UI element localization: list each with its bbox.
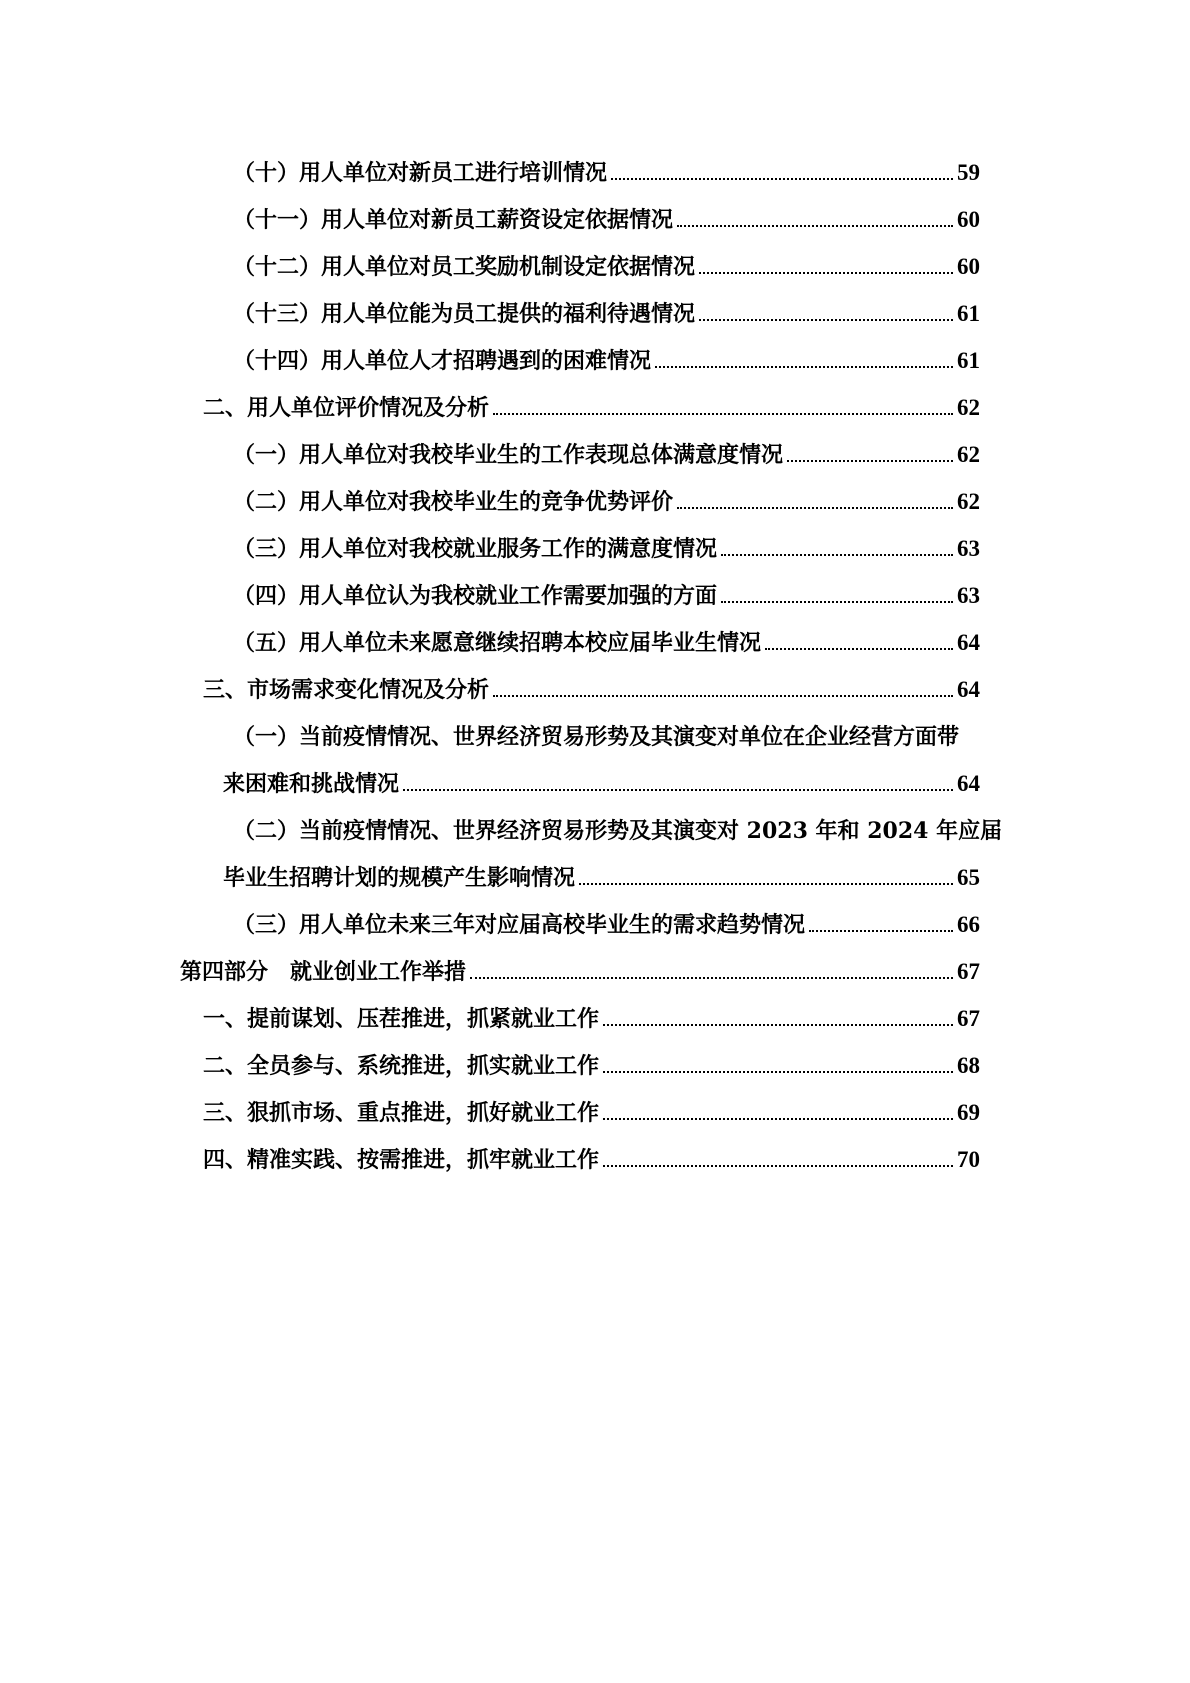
toc-page-number: 67	[957, 1006, 980, 1031]
toc-page-number: 66	[957, 912, 980, 937]
toc-entry-label: 第四部分 就业创业工作举措	[180, 959, 467, 985]
toc-entry[interactable]	[203, 990, 980, 1030]
toc-page-number: 64	[957, 630, 980, 655]
toc-entry-label: 一、提前谋划、压茬推进，抓紧就业工作	[203, 1006, 600, 1032]
toc-entry-label: （三）用人单位未来三年对应届高校毕业生的需求趋势情况	[233, 912, 806, 938]
dot-leader	[677, 506, 953, 509]
toc-entry[interactable]	[233, 144, 980, 184]
toc-entry-label: 三、狠抓市场、重点推进，抓好就业工作	[203, 1100, 600, 1126]
toc-page-number: 63	[957, 536, 980, 561]
dot-leader	[403, 788, 953, 791]
toc-entry[interactable]	[233, 191, 980, 231]
toc-entry[interactable]	[203, 1084, 980, 1124]
dot-leader	[493, 694, 953, 697]
toc-page-number: 62	[957, 395, 980, 420]
dot-leader	[579, 882, 953, 885]
toc-page-number: 67	[957, 959, 980, 984]
toc-entry[interactable]	[203, 379, 980, 419]
toc-page-number: 61	[957, 301, 980, 326]
toc-entry[interactable]	[233, 614, 980, 654]
toc-entry[interactable]	[233, 473, 980, 513]
toc-entry-label: 四、精准实践、按需推进，抓牢就业工作	[203, 1147, 600, 1173]
toc-entry[interactable]	[203, 661, 980, 701]
toc-page-number: 65	[957, 865, 980, 890]
toc-entry[interactable]	[233, 285, 980, 325]
toc-entry[interactable]	[233, 896, 980, 936]
toc-entry-label: （四）用人单位认为我校就业工作需要加强的方面	[233, 583, 718, 609]
toc-entry-label: 来困难和挑战情况	[223, 771, 400, 797]
dot-leader	[655, 365, 953, 368]
toc-entry-label: 二、用人单位评价情况及分析	[203, 395, 490, 421]
toc-entry-label: （二）用人单位对我校毕业生的竞争优势评价	[233, 489, 674, 515]
toc-entry-label: （十四）用人单位人才招聘遇到的困难情况	[233, 348, 652, 374]
dot-leader	[603, 1117, 953, 1120]
toc-page-number: 68	[957, 1053, 980, 1078]
toc-entry-label: 三、市场需求变化情况及分析	[203, 677, 490, 703]
toc-entry[interactable]	[223, 755, 980, 795]
toc-entry[interactable]	[223, 849, 980, 889]
dot-leader	[603, 1070, 953, 1073]
toc-entry[interactable]	[233, 426, 980, 466]
toc-page-number: 62	[957, 489, 980, 514]
toc-page-number: 70	[957, 1147, 980, 1172]
toc-entry-label: （三）用人单位对我校就业服务工作的满意度情况	[233, 536, 718, 562]
toc-page-number: 69	[957, 1100, 980, 1125]
toc-entry[interactable]	[233, 332, 980, 372]
toc-entry-label: 毕业生招聘计划的规模产生影响情况	[223, 865, 576, 891]
toc-page-number: 61	[957, 348, 980, 373]
dot-leader	[699, 318, 953, 321]
toc-entry[interactable]	[203, 1037, 980, 1077]
dot-leader	[787, 459, 953, 462]
toc-page-number: 60	[957, 254, 980, 279]
toc-entry-label: （十一）用人单位对新员工薪资设定依据情况	[233, 207, 674, 233]
toc-entry[interactable]	[233, 567, 980, 607]
dot-leader	[699, 271, 953, 274]
toc-entry-label: （十三）用人单位能为员工提供的福利待遇情况	[233, 301, 696, 327]
dot-leader	[470, 976, 953, 979]
toc-entry-label: （一）用人单位对我校毕业生的工作表现总体满意度情况	[233, 442, 784, 468]
toc-page-number: 60	[957, 207, 980, 232]
dot-leader	[721, 600, 953, 603]
toc-entry[interactable]	[233, 520, 980, 560]
toc-entry[interactable]	[203, 1131, 980, 1171]
toc-entry-first-line[interactable]	[233, 708, 959, 748]
toc-entry-label-line1: （一）当前疫情情况、世界经济贸易形势及其演变对单位在企业经营方面带	[233, 724, 960, 750]
toc-entry-label: （十）用人单位对新员工进行培训情况	[233, 160, 608, 186]
dot-leader	[677, 224, 953, 227]
dot-leader	[611, 177, 953, 180]
dot-leader	[493, 412, 953, 415]
toc-entry-label-line1: （二）当前疫情情况、世界经济贸易形势及其演变对 2023 年和 2024 年应届	[233, 818, 1003, 844]
toc-entry-label: （十二）用人单位对员工奖励机制设定依据情况	[233, 254, 696, 280]
toc-page-number: 64	[957, 771, 980, 796]
toc-entry[interactable]	[180, 943, 980, 983]
toc-entry[interactable]	[233, 238, 980, 278]
toc-entry-label: （五）用人单位未来愿意继续招聘本校应届毕业生情况	[233, 630, 762, 656]
dot-leader	[721, 553, 953, 556]
toc-page-number: 64	[957, 677, 980, 702]
toc-page-number: 62	[957, 442, 980, 467]
toc-entry-first-line[interactable]	[233, 802, 1002, 842]
toc-entry-label: 二、全员参与、系统推进，抓实就业工作	[203, 1053, 600, 1079]
toc-page-number: 59	[957, 160, 980, 185]
toc-page-number: 63	[957, 583, 980, 608]
dot-leader	[809, 929, 953, 932]
dot-leader	[603, 1023, 953, 1026]
dot-leader	[765, 647, 953, 650]
dot-leader	[603, 1164, 953, 1167]
